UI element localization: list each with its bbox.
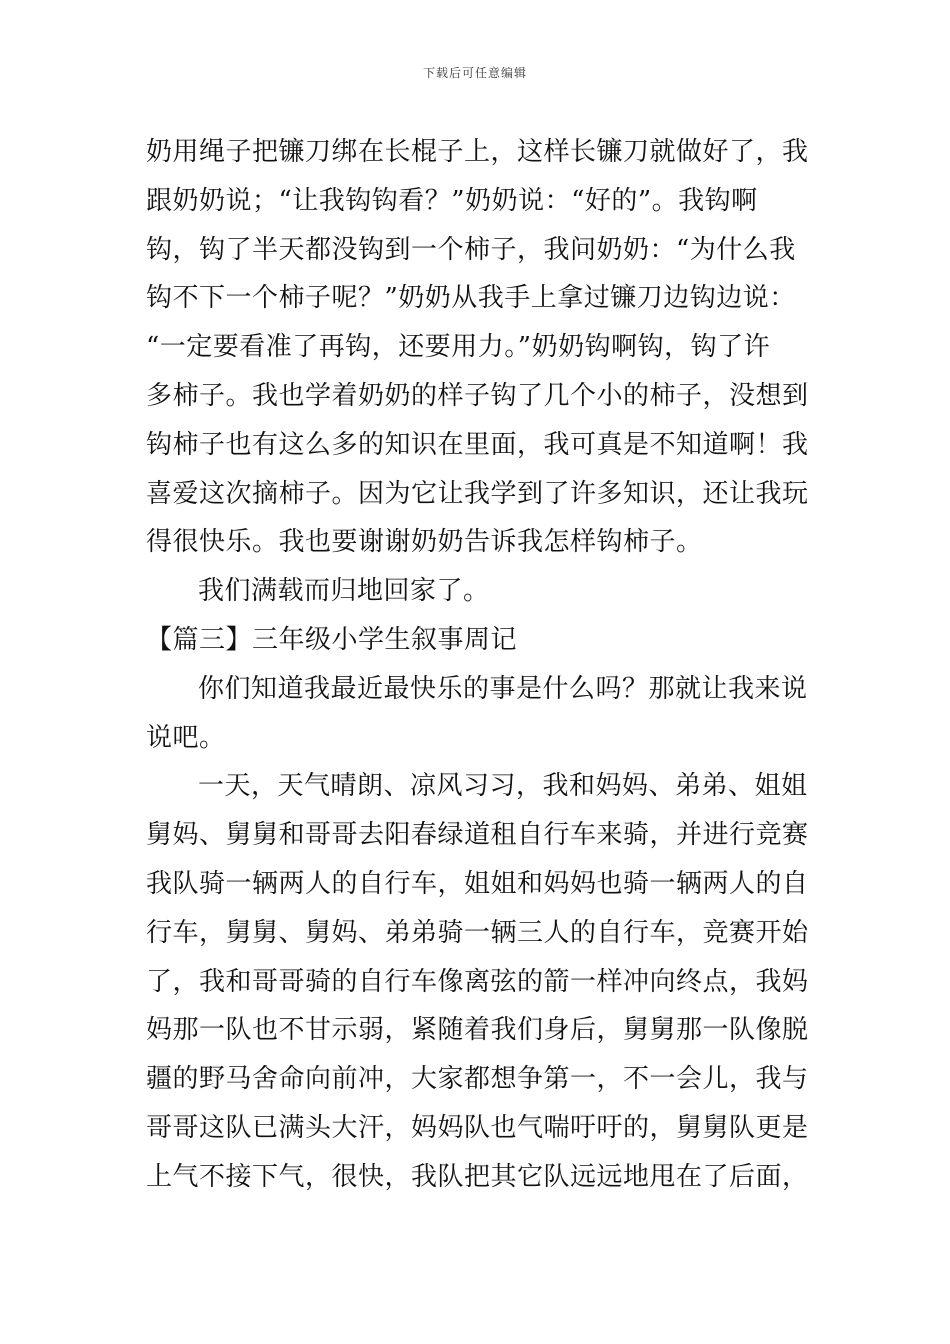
article-body: [146, 128, 809, 1202]
paragraph-line: 钩柿子也有这么多的知识在里面，我可真是不知道啊！我: [146, 429, 809, 460]
paragraph-line: 疆的野马舍命向前冲，大家都想争第一，不一会儿，我与: [146, 1064, 809, 1095]
paragraph-line: 一天，天气晴朗、凉风习习，我和妈妈、弟弟、姐姐: [198, 771, 808, 802]
paragraph-line: 奶用绳子把镰刀绑在长棍子上，这样长镰刀就做好了，我: [146, 137, 809, 167]
paragraph-line: 了，我和哥哥骑的自行车像离弦的箭一样冲向终点，我妈: [146, 966, 809, 997]
paragraph-line: 说吧。: [146, 722, 226, 753]
paragraph-line: 得很快乐。我也要谢谢奶奶告诉我怎样钩柿子。: [146, 527, 703, 558]
paragraph-line: 多柿子。我也学着奶奶的样子钩了几个小的柿子，没想到: [146, 380, 809, 411]
paragraph-line: 钩，钩了半天都没钩到一个柿子，我问奶奶：“为什么我: [146, 234, 796, 265]
paragraph-line: 舅妈、舅舅和哥哥去阳春绿道租自行车来骑，并进行竞赛: [146, 820, 809, 851]
paragraph-line: 钩不下一个柿子呢？”奶奶从我手上拿过镰刀边钩边说：: [146, 283, 796, 314]
paragraph-line: 跟奶奶说；“让我钩钩看？”奶奶说：“好的”。我钩啊: [146, 185, 758, 216]
paragraph-line: 行车，舅舅、舅妈、弟弟骑一辆三人的自行车，竞赛开始: [146, 917, 809, 948]
paragraph-line: 喜爱这次摘柿子。因为它让我学到了许多知识，还让我玩: [146, 478, 809, 509]
paragraph-line: 哥哥这队已满头大汗，妈妈队也气喘吁吁的，舅舅队更是: [146, 1112, 809, 1143]
paragraph-line: 妈那一队也不甘示弱，紧随着我们身后，舅舅那一队像脱: [146, 1015, 809, 1046]
paragraph-line: 你们知道我最近最快乐的事是什么吗？那就让我来说: [198, 673, 808, 704]
section-title: 【篇三】三年级小学生叙事周记: [146, 624, 518, 655]
paragraph-line: 我们满载而归地回家了。: [198, 576, 490, 607]
paragraph-line: “一定要看准了再钩，还要用力。”奶奶钩啊钩，钩了许: [146, 332, 771, 363]
paragraph-line: 我队骑一辆两人的自行车，姐姐和妈妈也骑一辆两人的自: [146, 868, 809, 899]
download-note: 下载后可任意编辑: [422, 66, 527, 80]
paragraph-line: 上气不接下气，很快，我队把其它队远远地甩在了后面，: [146, 1161, 809, 1192]
